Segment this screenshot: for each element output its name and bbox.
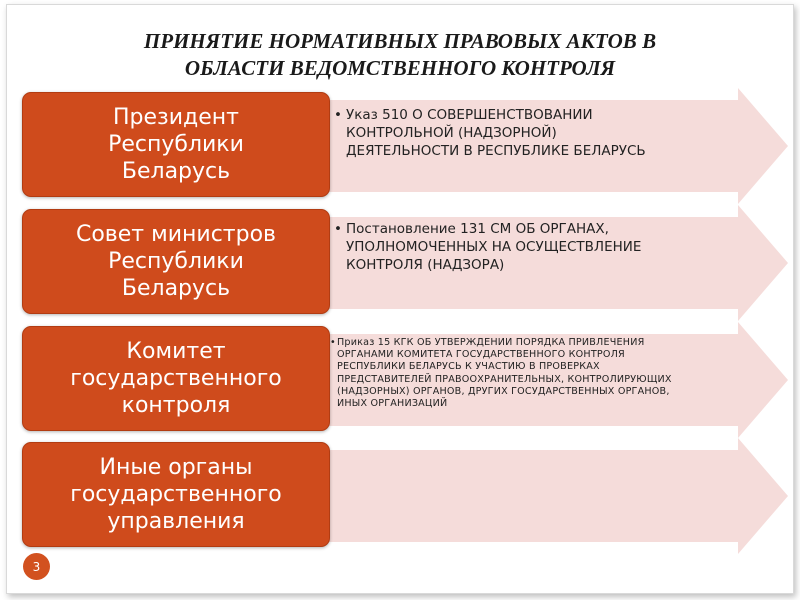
- act-text-1: [334, 106, 764, 160]
- act-label-3: Приказ 15 КГК ОБ УТВЕРЖДЕНИИ ПОРЯДКА ПРИВЛЕЧЕНИЯ ОРГАНАМИ КОМИТЕТА ГОСУДАРСТВЕННОГО КОНТРОЛЯ РЕСПУБЛИКИ БЕЛАРУСЬ К УЧАСТИЮ В ПРОВЕРКАХ ПРЕДСТАВИТЕЛЕЙ ПРАВООХРАНИТЕЛЬНЫХ, КОНТРОЛИРУЮЩИХ (НАДЗОРНЫХ) ОРГАНОВ, ДРУГИХ ГОСУДАРСТВЕННЫХ ОРГАНОВ, ИНЫХ ОРГАНИЗАЦИЙ: [337, 337, 672, 410]
- authority-box-state-control-committee: Комитет государственного контроля: [22, 326, 330, 431]
- bullet-2: •: [334, 221, 342, 237]
- bullet-3: •: [330, 337, 336, 348]
- slide-title: [0, 28, 800, 82]
- act-label-2: Постановление 131 СМ ОБ ОРГАНАХ, УПОЛНОМОЧЕННЫХ НА ОСУЩЕСТВЛЕНИЕ КОНТРОЛЯ (НАДЗОРА): [346, 221, 642, 273]
- authority-box-president: Президент Республики Беларусь: [22, 92, 330, 197]
- slide-title-line-2: ОБЛАСТИ ВЕДОМСТВЕННОГО КОНТРОЛЯ: [184, 56, 616, 80]
- act-label-1: Указ 510 О СОВЕРШЕНСТВОВАНИИ КОНТРОЛЬНОЙ (НАДЗОРНОЙ) ДЕЯТЕЛЬНОСТИ В РЕСПУБЛИКЕ БЕЛАРУСЬ: [346, 107, 646, 159]
- act-arrow-4: [318, 438, 788, 554]
- authority-box-council-of-ministers: Совет министров Республики Беларусь: [22, 209, 330, 314]
- slide-title-line-1: ПРИНЯТИЕ НОРМАТИВНЫХ ПРАВОВЫХ АКТОВ В: [143, 29, 657, 53]
- act-text-3: [330, 337, 770, 410]
- act-text-2: [334, 220, 764, 274]
- authority-box-other-agencies: Иные органы государственного управления: [22, 442, 330, 547]
- page-number-badge: 3: [23, 553, 50, 580]
- bullet-1: •: [334, 107, 342, 123]
